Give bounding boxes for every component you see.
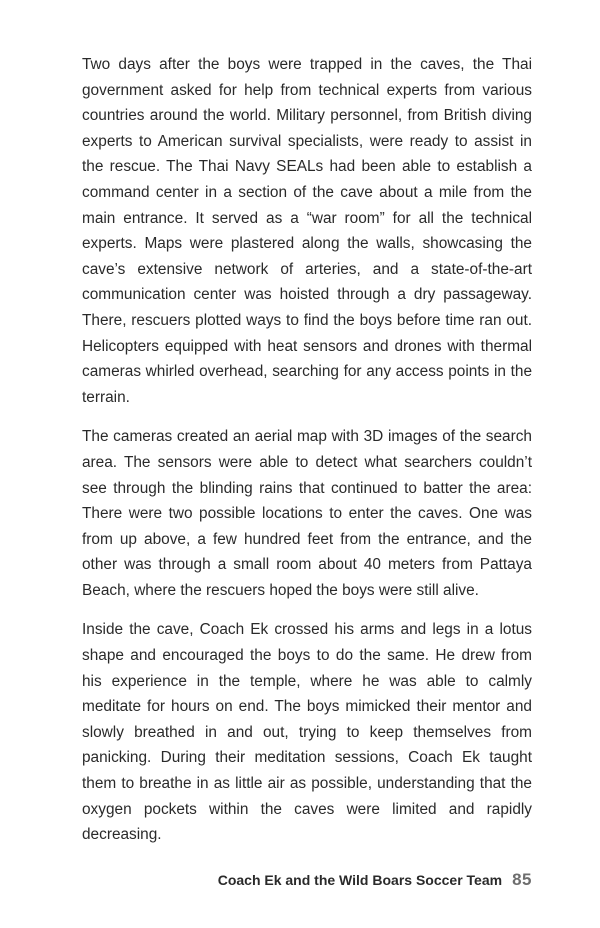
paragraph-3: Inside the cave, Coach Ek crossed his arms and legs in a lotus shape and encouraged the boys to do the same. He drew from his experience in the temple, where he was able to calmly meditate for hours on end. The boys mimicked their mentor and slowly breathed in and out, trying to keep themselves from panicking. During their meditation sessions, Coach Ek taught them to breathe in as little air as possible, understanding that the oxygen pockets within the caves were limited and rapidly decreasing. (82, 621, 532, 844)
paragraph-2: The cameras created an aerial map with 3D images of the search area. The sensors were able to detect what searchers couldn’t see through the blinding rains that continued to batter the area: There were two possible locations to enter the caves. One was from up above, a few hundred feet from the entrance, and the other was through a small room about 40 meters from Pattaya Beach, where the rescuers hoped the boys were still alive. (82, 428, 532, 599)
page-footer (218, 870, 532, 890)
page-number: 85 (512, 870, 532, 889)
body-text (82, 52, 532, 862)
running-title: Coach Ek and the Wild Boars Soccer Team (217, 872, 503, 888)
paragraph-1: Two days after the boys were trapped in the caves, the Thai government asked for help from technical experts from various countries around the world. Military personnel, from British diving experts to American survival specialists, were ready to assist in the rescue. The Thai Navy SEALs had been able to establish a command center in a section of the cave about a mile from the main entrance. It served as a “war room” for all the technical experts. Maps were plastered along the walls, showcasing the cave’s extensive network of arteries, and a state-of-the-art communication center was hoisted through a dry passageway. There, rescuers plotted ways to find the boys before time ran out. Helicopters equipped with heat sensors and drones with thermal cameras whirled overhead, searching for any access points in the terrain. (82, 56, 532, 406)
